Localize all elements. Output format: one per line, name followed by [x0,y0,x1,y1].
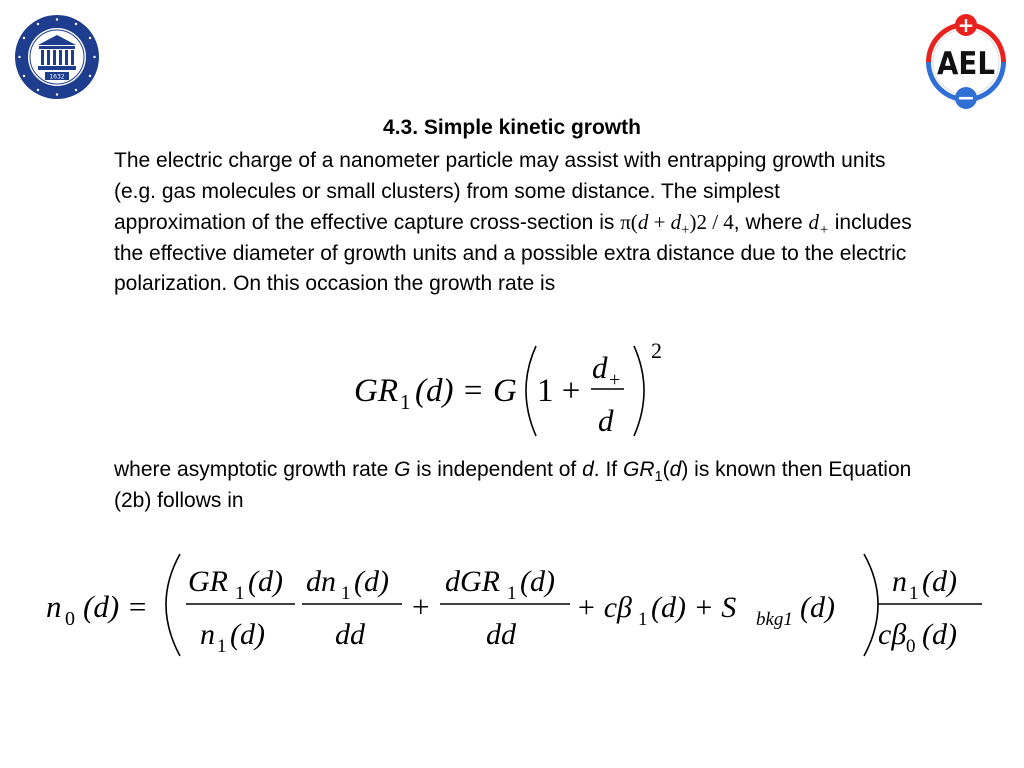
eq1-one-plus: 1 + [537,373,581,409]
eq2-lhs-arg: (d) = [83,589,148,624]
eq2-r-num-sub: 1 [909,583,919,604]
eq1-den: d [598,403,614,438]
eq2-f2-num-arg: (d) [354,565,389,598]
eq2-r-num: n [892,565,907,598]
eq1-power: 2 [651,338,662,363]
eq2-f2-den: dd [335,618,365,651]
explanation-paragraph: where asymptotic growth rate G is independent of d. If $GR_1(d)$ is known then Equation (2b) follows in [114,458,912,512]
eq2-lhs: n [46,589,62,624]
eq2-plus: + [412,589,430,624]
eq2-f2-num: dn [306,565,336,598]
eq2-f1-num-arg: (d) [248,565,283,598]
eq1-left-paren [526,346,536,436]
minus-icon: − [956,86,976,110]
eq2-cbeta-sub: 1 [638,609,648,630]
eq2-left-paren [166,554,180,656]
eq1-lhs-sub: 1 [400,390,411,414]
eq2-r-den-sub: 0 [906,636,916,657]
eq1-G: G [493,373,517,409]
eq2-r-den-arg: (d) [922,618,957,651]
university-seal-logo [14,14,100,100]
intro-paragraph: The electric charge of a nanometer particle may assist with entrapping growth units (e.g. gas molecules or small clusters) from some distance. The simplest approximation of the effective capture cross-section is $\pi(d + d_+)2 / 4$, where $d_+$ includes the effective diameter of growth units and a possible extra distance due to the electric polarization. On this occasion the growth rate is [114,149,912,295]
eq2-lhs-sub: 0 [65,608,75,630]
eq2-f3-num-arg: (d) [520,565,555,598]
eq2-cbeta-term: + cβ [576,591,633,624]
eq2-cbeta-arg: (d) + S [651,591,737,624]
cross-section-formula: $\pi(d + d_+)2 / 4$ [620,210,734,239]
eq1-right-paren [634,346,644,436]
eq2-f1-den: n [200,618,215,651]
eq2-r-den: cβ [878,618,907,651]
eq2-f2-num-sub: 1 [341,583,351,604]
size-distribution-equation [40,548,1000,664]
section-heading: 4.3. Simple kinetic growth [383,116,641,139]
eq2-f1-den-sub: 1 [217,636,227,657]
eq2-f3-num-sub: 1 [507,583,517,604]
paragraph-text: The electric charge of a nanometer particle may assist with entrapping growth units (e.g. gas molecules or small clusters) from some distance. The simplest approximation of the effective capture cross-section is [114,149,886,234]
eq1-num-sub: + [609,369,621,391]
eq1-lhs: GR [354,373,398,409]
eq2-S-sub: bkg1 [756,609,793,630]
eq2-S-arg: (d) [800,591,835,624]
eq2-right-paren [864,554,878,656]
eq2-f1-den-arg: (d) [230,618,265,651]
eq2-f1-num-sub: 1 [235,583,245,604]
d-plus-symbol: $d_+$ [808,210,829,239]
eq2-f3-den: dd [486,618,516,651]
eq1-arg: (d) = [415,373,484,409]
eq1-num: d [592,350,608,385]
eq2-f1-num: GR [188,565,228,598]
ael-text: AEL [937,46,995,82]
ael-logo [920,12,1012,110]
plus-icon: + [957,13,975,37]
eq2-f3-num: dGR [445,565,500,598]
growth-rate-equation [340,338,680,442]
seal-year: 1632 [49,73,65,81]
eq2-r-num-arg: (d) [922,565,957,598]
